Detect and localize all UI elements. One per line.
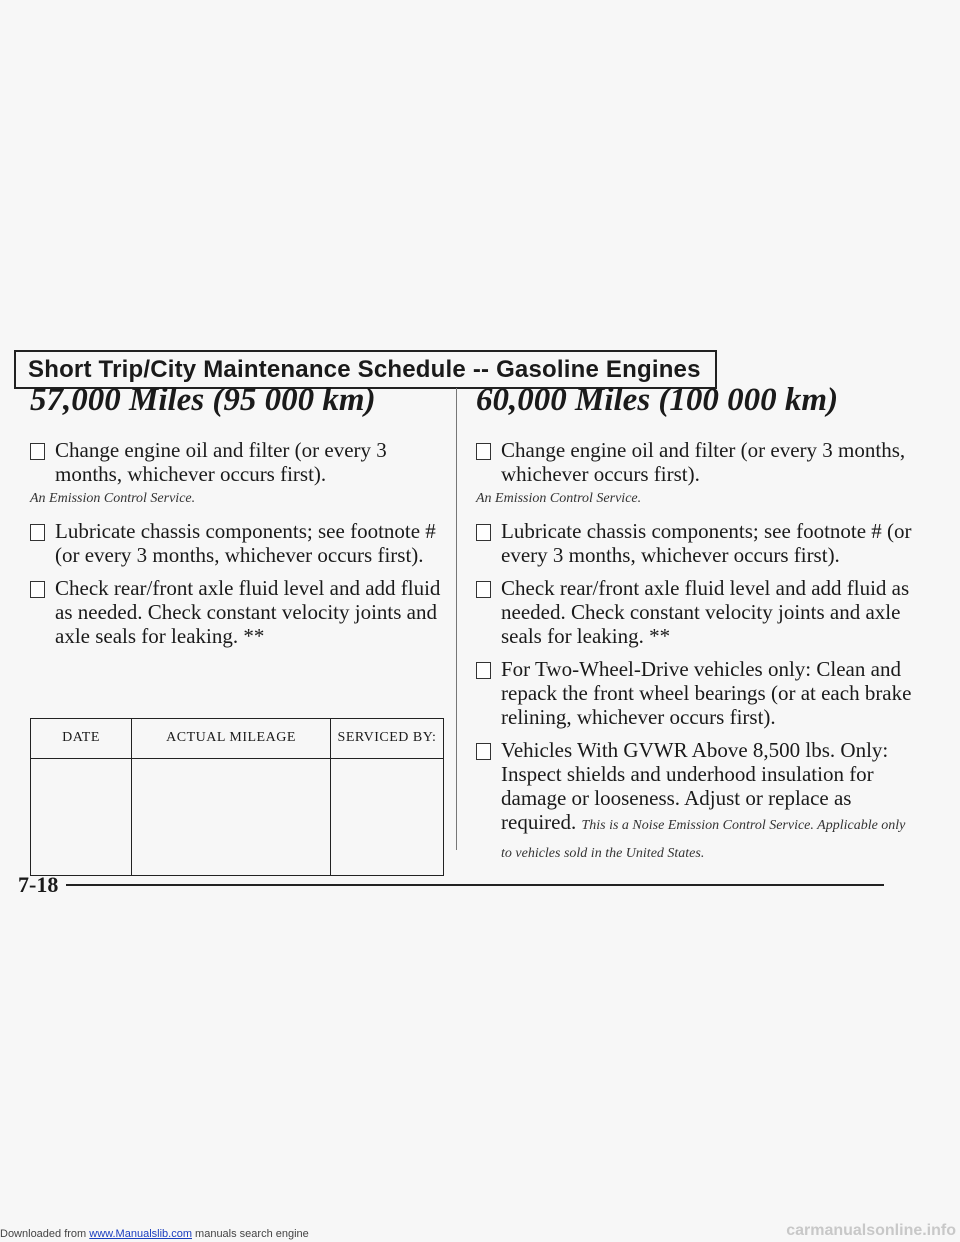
left-item-1-text: Change engine oil and filter (or every 3 months, whichever occurs first). xyxy=(55,438,387,486)
checkbox-icon[interactable] xyxy=(30,443,45,460)
section-title: Short Trip/City Maintenance Schedule -- Gasoline Engines xyxy=(14,350,717,389)
watermark: carmanualsonline.info xyxy=(786,1222,956,1239)
right-item-5 xyxy=(476,738,916,866)
left-item-3-text: Check rear/front axle fluid level and add fluid as needed. Check constant velocity joints and axle seals for leaking. ** xyxy=(55,576,441,648)
download-footer xyxy=(0,1228,309,1240)
footer-rule xyxy=(66,884,884,886)
header-serviced-by: SERVICED BY: xyxy=(331,719,444,759)
left-item-3 xyxy=(30,576,450,648)
right-item-1-note: An Emission Control Service. xyxy=(476,491,642,506)
checkbox-icon[interactable] xyxy=(476,662,491,679)
right-item-4-text: For Two-Wheel-Drive vehicles only: Clean and repack the front wheel bearings (or at each brake relining, whichever occurs first). xyxy=(501,657,912,729)
cell-date[interactable] xyxy=(31,758,132,875)
header-date: DATE xyxy=(31,719,132,759)
right-heading: 60,000 Miles (100 000 km) xyxy=(476,382,839,418)
right-item-5-text: Vehicles With GVWR Above 8,500 lbs. Only: Inspect shields and underhood insulation for damage or looseness. Adjust or replace as required. xyxy=(501,738,889,834)
header-actual-mileage: ACTUAL MILEAGE xyxy=(132,719,331,759)
checkbox-icon[interactable] xyxy=(476,581,491,598)
checkbox-icon[interactable] xyxy=(476,743,491,760)
checkbox-icon[interactable] xyxy=(30,581,45,598)
left-column xyxy=(30,380,450,657)
left-item-2 xyxy=(30,519,450,567)
footer-prefix: Downloaded from xyxy=(0,1228,90,1240)
cell-actual-mileage[interactable] xyxy=(132,758,331,875)
right-item-1 xyxy=(476,438,916,510)
right-item-5-note: This is a Noise Emission Control Service. Applicable only to vehicles sold in the United States. xyxy=(501,818,906,861)
right-item-3 xyxy=(476,576,916,648)
manualslib-link[interactable]: www.Manualslib.com xyxy=(89,1228,192,1240)
checkbox-icon[interactable] xyxy=(30,524,45,541)
cell-serviced-by[interactable] xyxy=(331,758,444,875)
service-record-table xyxy=(30,718,444,876)
right-item-4 xyxy=(476,657,916,729)
right-column xyxy=(476,380,916,875)
column-divider xyxy=(456,388,457,850)
right-item-2-text: Lubricate chassis components; see footnote # (or every 3 months, whichever occurs first). xyxy=(501,519,912,567)
left-item-2-text: Lubricate chassis components; see footnote # (or every 3 months, whichever occurs first). xyxy=(55,519,436,567)
left-item-1-note: An Emission Control Service. xyxy=(30,491,196,506)
checkbox-icon[interactable] xyxy=(476,443,491,460)
footer-suffix: manuals search engine xyxy=(191,1228,309,1240)
right-item-1-text: Change engine oil and filter (or every 3 months, whichever occurs first). xyxy=(501,438,906,486)
right-item-3-text: Check rear/front axle fluid level and add fluid as needed. Check constant velocity joints and axle seals for leaking. ** xyxy=(501,576,910,648)
left-heading: 57,000 Miles (95 000 km) xyxy=(30,382,376,418)
right-item-2 xyxy=(476,519,916,567)
left-item-1 xyxy=(30,438,450,510)
checkbox-icon[interactable] xyxy=(476,524,491,541)
page-number: 7-18 xyxy=(18,872,59,897)
